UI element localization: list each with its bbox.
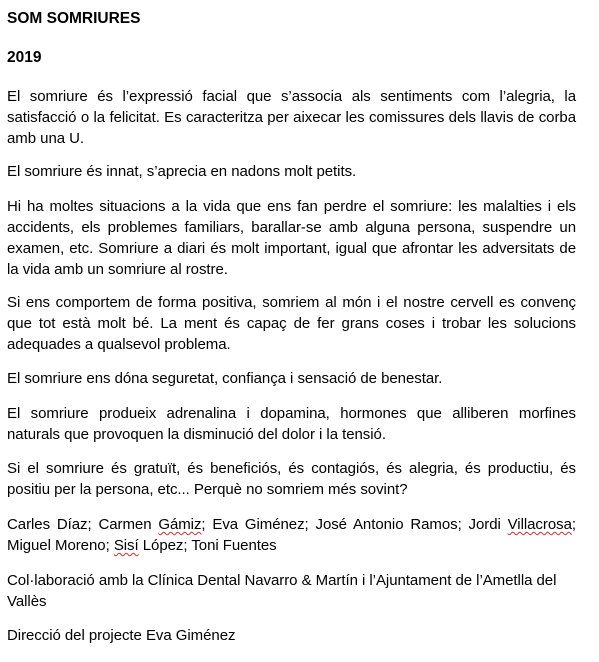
authors-list <box>7 514 576 556</box>
author-name-sisi: Sisí <box>113 537 139 554</box>
author-name-gamiz: Gámiz <box>158 516 202 533</box>
authors-text: López; Toni Fuentes <box>138 537 277 554</box>
paragraph-definition: El somriure és l’expressió facial que s’associa als sentiments com l’alegria, la satisfacció o la felicitat. Es caracteritza per aixecar les comissures dels llavis de corba amb una U. <box>7 88 576 147</box>
paragraph-innate: El somriure és innat, s’aprecia en nadons molt petits. <box>7 163 357 180</box>
author-name-villacrosa: Villacrosa <box>507 516 572 533</box>
authors-text: Carles Díaz; Carmen <box>7 516 159 533</box>
document-year: 2019 <box>7 49 42 66</box>
paragraph-question: Si el somriure és gratuït, és beneficiós, és contagiós, és alegria, és productiu, és positiu per la persona, etc... Perquè no somriem més sovint? <box>7 460 576 498</box>
project-direction: Direcció del projecte Eva Giménez <box>7 627 236 644</box>
authors-text: ; Miguel Moreno; <box>7 516 576 554</box>
paragraph-positive: Si ens comportem de forma positiva, somriem al món i el nostre cervell es convenç que tot està molt bé. La ment és capaç de fer grans coses i trobar les solucions adequades a qualsevol problema. <box>7 294 576 353</box>
paragraph-situations: Hi ha moltes situacions a la vida que ens fan perdre el somriure: les malalties i els accidents, els problemes familiars, barallar-se amb alguna persona, suspendre un examen, etc. Somriure a diari és molt important, igual que afrontar les adversitats de la vida amb un somriure al rostre. <box>7 198 576 278</box>
paragraph-security: El somriure ens dóna seguretat, confiança i sensació de benestar. <box>7 370 443 387</box>
authors-text: ; Eva Giménez; José Antonio Ramos; Jordi <box>201 516 508 533</box>
paragraph-hormones: El somriure produeix adrenalina i dopamina, hormones que alliberen morfines naturals que provoquen la disminució del dolor i la tensió. <box>7 405 576 443</box>
document-title: SOM SOMRIURES <box>7 10 141 27</box>
collaboration-credit: Col·laboració amb la Clínica Dental Navarro & Martín i l’Ajuntament de l’Ametlla del Vallès <box>7 572 557 610</box>
